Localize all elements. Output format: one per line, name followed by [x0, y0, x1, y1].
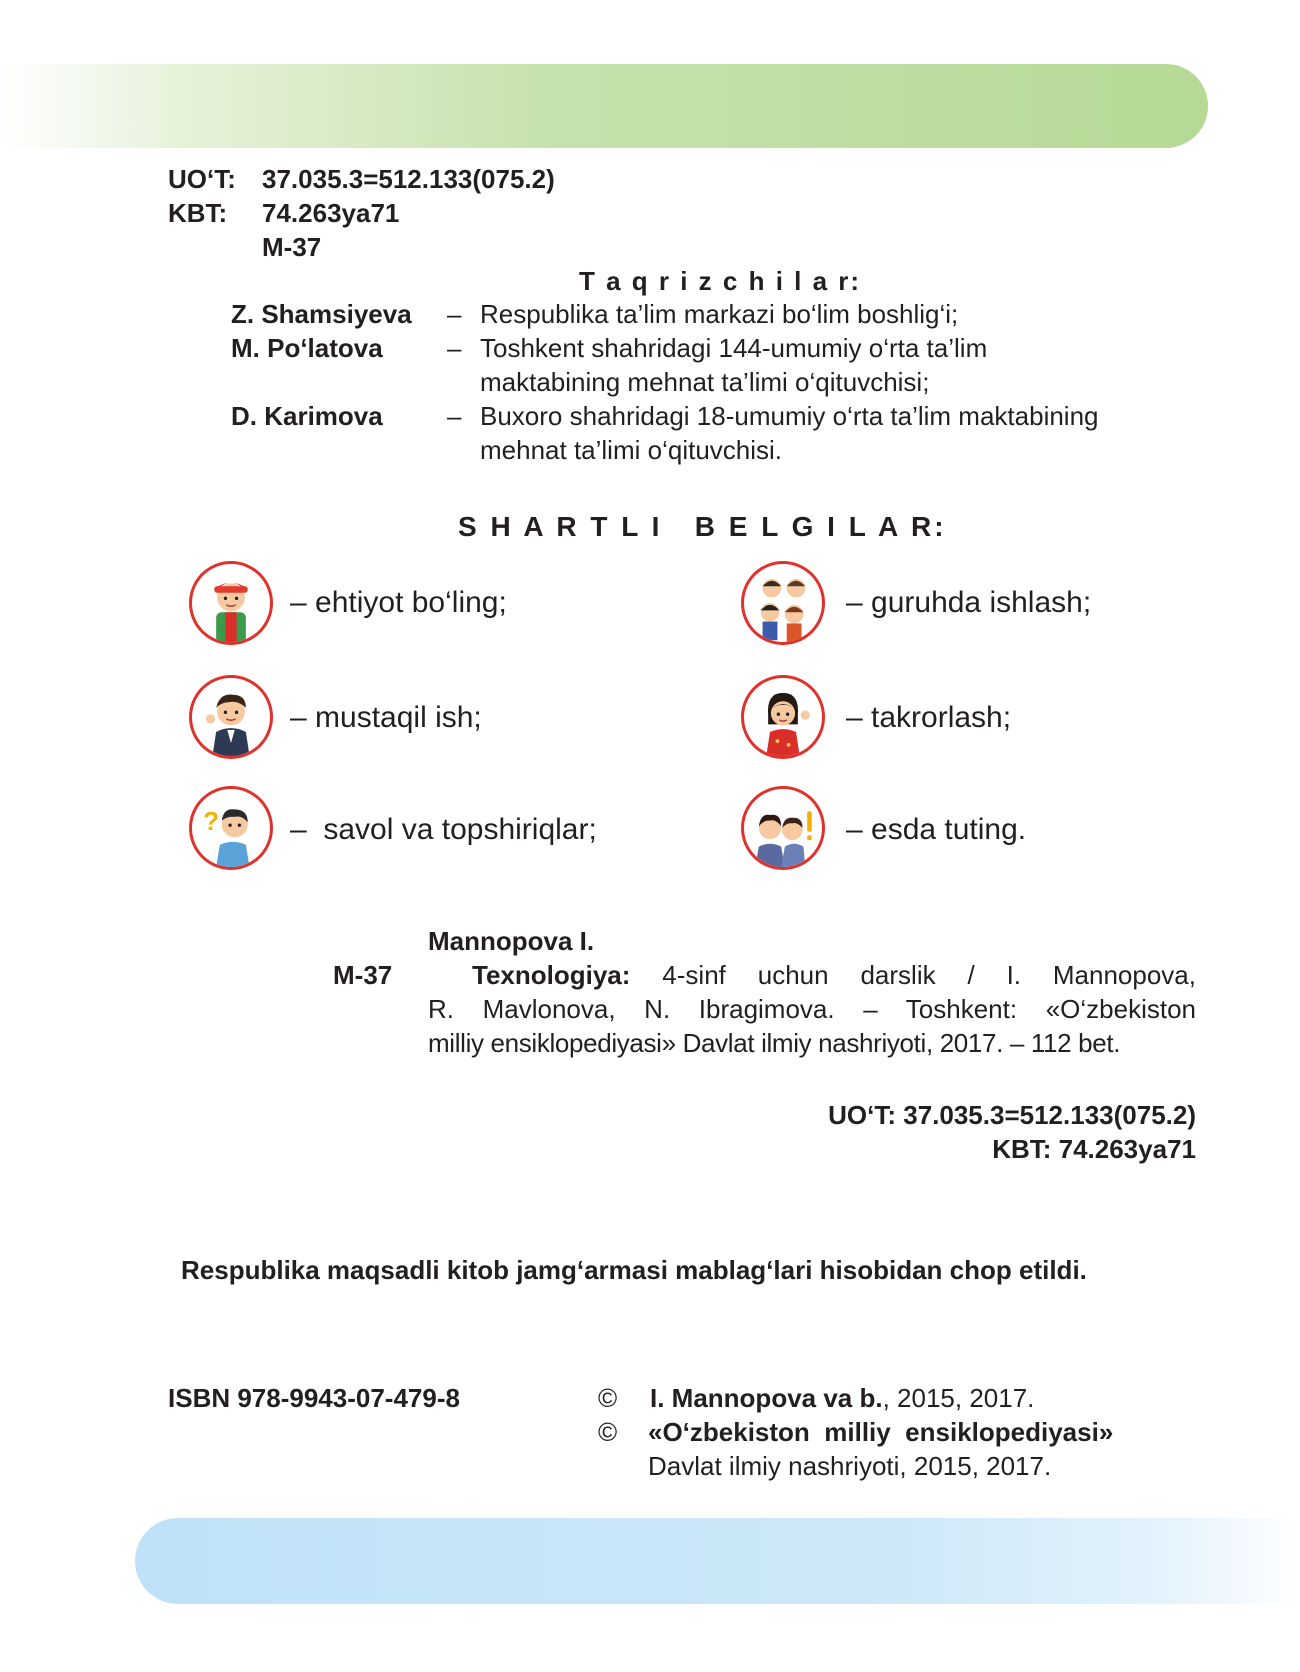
- reviewer-desc: Buxoro shahridagi 18-umumiy o‘rta ta’lim maktabining: [480, 401, 1099, 431]
- copyright-line-2: «O‘zbekiston milliy ensiklopediyasi»: [648, 1417, 1114, 1447]
- legend-title: S H A R T L I B E L G I L A R:: [458, 511, 947, 542]
- uot-label: UO‘T:: [168, 164, 236, 194]
- reviewer-name: M. Po‘latova: [231, 333, 383, 363]
- legend-label: – esda tuting.: [846, 813, 1027, 846]
- citation-line-1: [428, 958, 1196, 992]
- svg-text:?: ?: [203, 805, 220, 836]
- citation-code: M-37: [333, 960, 393, 990]
- legend-label: – guruhda ishlash;: [846, 586, 1092, 619]
- reviewer-desc: maktabining mehnat ta’limi o‘qituvchisi;: [480, 367, 930, 397]
- reviewer-dash: –: [447, 299, 462, 329]
- citation-line-2: R. Mavlonova, N. Ibragimova. – Toshkent: «O‘zbekiston: [428, 994, 1196, 1024]
- remember-exclamation-icon: [741, 786, 825, 870]
- repeat-girl-icon: [741, 675, 825, 759]
- citation-line-3: milliy ensiklopediyasi» Davlat ilmiy nashriyoti, 2017. – 112 bet.: [428, 1028, 1121, 1058]
- kbt-label: KBT:: [168, 198, 228, 228]
- uot-value: 37.035.3=512.133(075.2): [262, 164, 555, 194]
- bottom-blue-band: [135, 1518, 1300, 1604]
- reviewer-name: Z. Shamsiyeva: [231, 299, 412, 329]
- citation-kbt: KBT: 74.263ya71: [992, 1134, 1196, 1164]
- reviewer-desc: mehnat ta’limi o‘qituvchisi.: [480, 435, 783, 465]
- reviewer-name: D. Karimova: [231, 401, 383, 431]
- citation-title: Texnologiya:: [472, 960, 631, 990]
- reviewer-dash: –: [447, 401, 462, 431]
- kbt-value: 74.263ya71: [262, 198, 400, 228]
- citation-uot: UO‘T: 37.035.3=512.133(075.2): [828, 1100, 1196, 1130]
- copyright-symbol: ©: [598, 1417, 618, 1447]
- question-boy-icon: [189, 786, 273, 870]
- legend-label: – takrorlash;: [846, 701, 1012, 734]
- legend-label: – savol va topshiriqlar;: [290, 813, 597, 846]
- funding-note: Respublika maqsadli kitob jamg‘armasi mablag‘lari hisobidan chop etildi.: [181, 1255, 1087, 1285]
- citation-author: Mannopova I.: [428, 926, 595, 956]
- citation-line-1-rest: 4-sinf uchun darslik / I. Mannopova,: [630, 960, 1196, 990]
- isbn: ISBN 978-9943-07-479-8: [168, 1383, 460, 1413]
- reviewer-desc: Respublika ta’lim markazi bo‘lim boshlig‘i;: [480, 299, 959, 329]
- independent-work-boy-icon: [189, 675, 273, 759]
- copyright-line-1: [650, 1381, 1034, 1415]
- copyright-symbol: ©: [598, 1383, 618, 1413]
- classification-code: M-37: [262, 232, 322, 262]
- reviewer-dash: –: [447, 333, 462, 363]
- reviewer-desc: Toshkent shahridagi 144-umumiy o‘rta ta’lim: [480, 333, 988, 363]
- copyright-line-3: Davlat ilmiy nashriyoti, 2015, 2017.: [648, 1451, 1052, 1481]
- legend-label: – ehtiyot bo‘ling;: [290, 586, 507, 619]
- legend-label: – mustaqil ish;: [290, 701, 482, 734]
- group-work-icon: [741, 561, 825, 645]
- reviewers-title: T a q r i z c h i l a r:: [579, 266, 862, 296]
- caution-boy-icon: [189, 561, 273, 645]
- top-green-band: [0, 64, 1208, 148]
- copyright-years: , 2015, 2017.: [882, 1383, 1035, 1413]
- copyright-holder: I. Mannopova va b.: [650, 1383, 883, 1413]
